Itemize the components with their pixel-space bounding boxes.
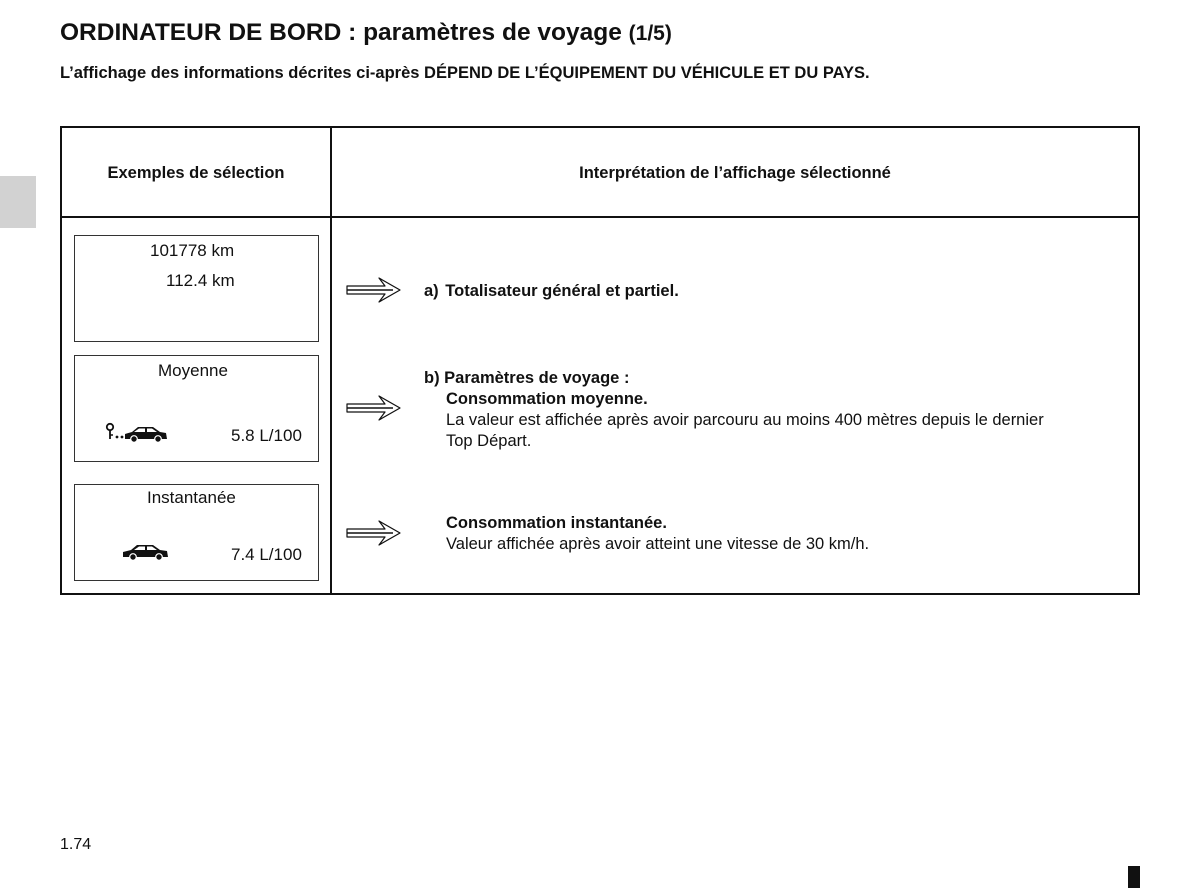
double-arrow-right-icon [345,393,403,423]
page-title [60,19,672,47]
average-value: 5.8 L/100 [231,426,302,445]
row-b-text-line1: La valeur est affichée après avoir parcouru au moins 400 mètres depuis le dernier [446,411,1044,429]
instant-value: 7.4 L/100 [231,545,302,564]
odometer-total: 101778 km [150,241,235,260]
corner-bar [1128,866,1140,888]
display-average [74,355,319,462]
double-arrow-right-icon [345,518,403,548]
header-divider [62,216,1138,218]
selection-table [60,126,1140,595]
row-b-heading-text: Paramètres de voyage : [444,369,630,387]
page-number: 1.74 [60,836,92,853]
row-c-subheading: Consommation instantanée. [446,514,667,532]
instant-title: Instantanée [147,488,236,507]
double-arrow-right-icon [345,275,403,305]
row-b-text-line2: Top Départ. [446,432,532,450]
column-divider [330,128,332,593]
column-header-examples: Exemples de sélection [107,164,285,182]
row-c-text-line1: Valeur affichée après avoir atteint une vitesse de 30 km/h. [446,535,870,553]
page-part-indicator: (1/5) [628,22,672,45]
row-a-label: a) [424,282,439,300]
row-a-heading: Totalisateur général et partiel. [445,282,679,300]
row-b-subheading: Consommation moyenne. [446,390,648,408]
column-header-interpretation: Interprétation de l’affichage sélectionné [579,164,891,182]
car-icon [121,540,171,562]
key-car-icon [105,422,169,444]
row-a-text [424,281,679,302]
display-instant [74,484,319,581]
row-b-label: b) [424,369,440,387]
average-title: Moyenne [158,361,228,380]
odometer-trip: 112.4 km [166,271,235,290]
section-tab-marker [0,176,36,228]
page-subtitle: L’affichage des informations décrites ci-après DÉPEND DE L’ÉQUIPEMENT DU VÉHICULE ET DU PAYS. [60,64,870,82]
row-b-heading [424,368,629,389]
display-odometer [74,235,319,342]
page-title-text: ORDINATEUR DE BORD : paramètres de voyage [60,19,622,46]
